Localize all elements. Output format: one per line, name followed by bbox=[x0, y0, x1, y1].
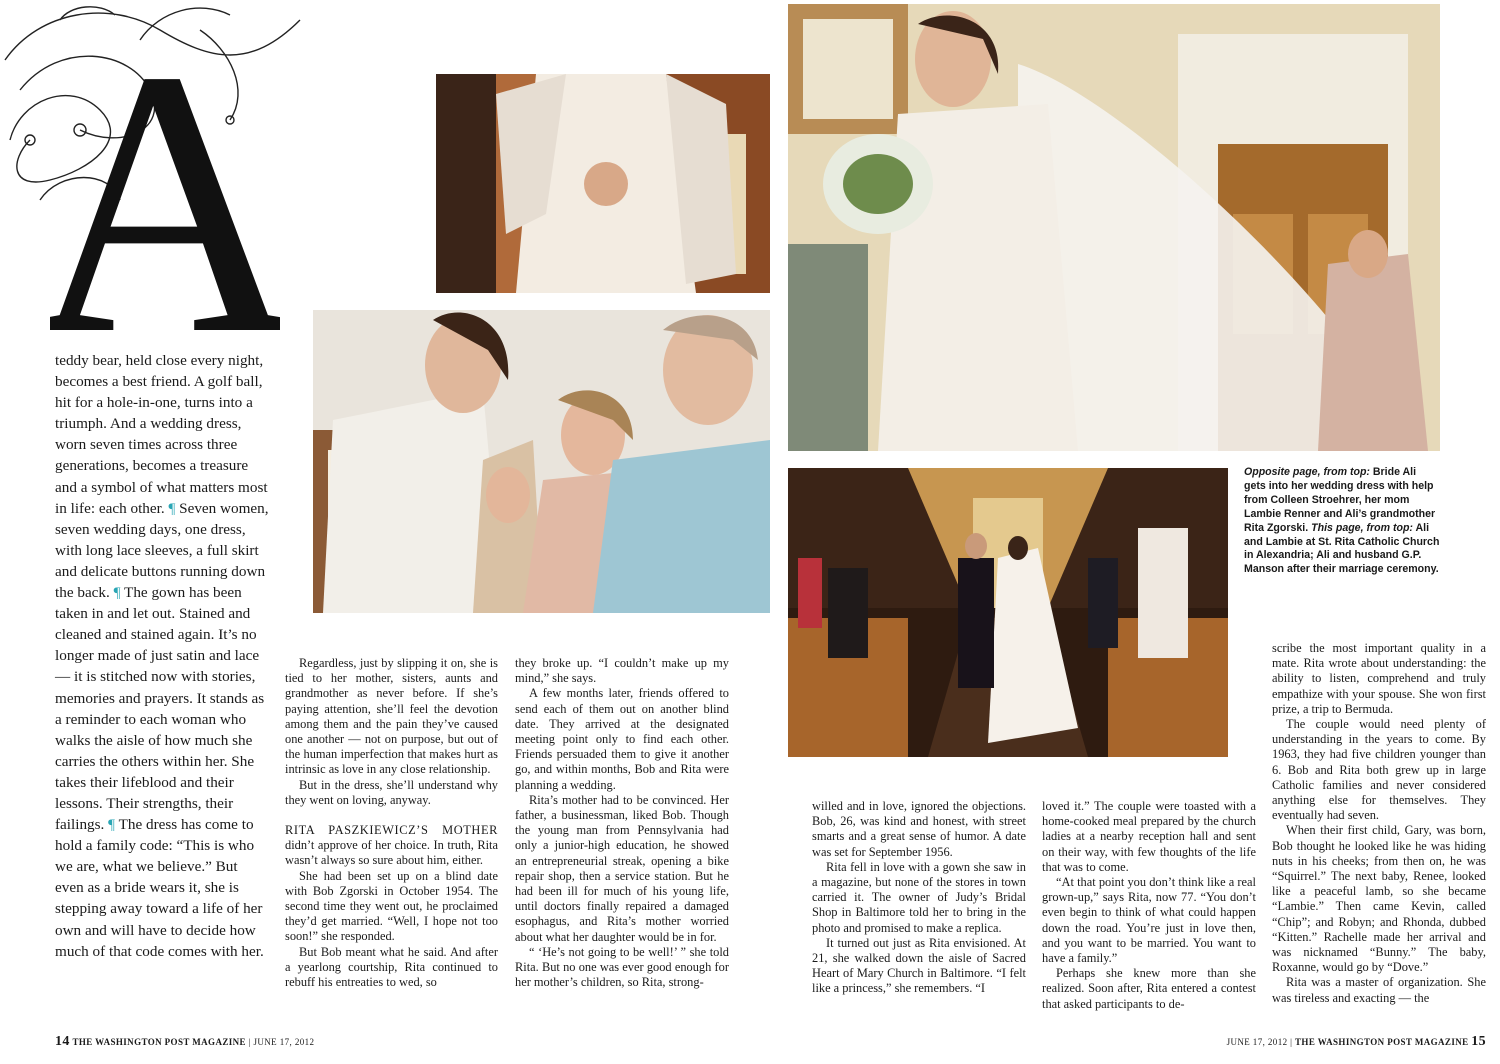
col5-p2: The couple would need plenty of understanding in the years to come. By 1963, they had five children younger than 6. Bob and Rita both grew up in large Catholic families and never considered anything else for themselves. They eventually had seven. bbox=[1272, 717, 1486, 823]
pilcrow-2: ¶ bbox=[113, 584, 121, 602]
drop-cap bbox=[50, 40, 280, 340]
body-column-2 bbox=[515, 656, 729, 990]
body-column-4 bbox=[1042, 799, 1256, 1012]
photo-caption bbox=[1244, 466, 1440, 577]
intro-p3: The gown has been taken in and let out. Stained and cleaned and stained again. It’s no longer made of just satin and lace — it is stitched now with stories, memories and prayers. It stands as a reminder to each woman who walks the aisle of how much she carries the others within her. She takes their lifeblood and their lessons. Their strengths, their failings. bbox=[55, 584, 265, 834]
col1-p5: But Bob meant what he said. And after a yearlong courtship, Rita continued to rebuff his entreaties to wed, so bbox=[285, 944, 498, 990]
col4-p2: “At that point you don’t think like a real grown-up,” says Rita, now 77. “You don’t even begin to think of what could happen down the road. You’re just in love then, and you want to be married. You want to have a family.” bbox=[1042, 875, 1256, 966]
intro-text bbox=[55, 350, 270, 962]
col1-p4: She had been set up on a blind date with Bob Zgorski in October 1954. The second time they went out, he proclaimed they’d get married. “Well, I hope not too soon!” she responded. bbox=[285, 868, 498, 944]
col1-p2: But in the dress, she’ll understand why they went on loving, anyway. bbox=[285, 777, 498, 807]
pilcrow-3: ¶ bbox=[108, 816, 116, 834]
magazine-name-right: THE WASHINGTON POST MAGAZINE bbox=[1295, 1037, 1469, 1047]
col1-p1: Regardless, just by slipping it on, she is tied to her mother, sisters, aunts and grandmother as never before. If she’s paying attention, she’ll feel the devotion among them and the pain they’ve caused one another — not on purpose, but out of the human imperfection that makes hurt as intrinsic as love in any close relationship. bbox=[285, 656, 498, 777]
col3-p2: Rita fell in love with a gown she saw in a magazine, but none of the stores in town carried it. The owner of Judy’s Bridal Shop in Baltimore told her to bring in the photo and promised to make a replica. bbox=[812, 859, 1026, 935]
folio-left: 14 THE WASHINGTON POST MAGAZINE | JUNE 17, 2012 bbox=[55, 1034, 315, 1049]
caption-label-1: Opposite page, from top: bbox=[1244, 466, 1370, 478]
col1-lead-in: RITA PASZKIEWICZ’S MOTHER bbox=[285, 823, 498, 838]
caption-text-1: Bride Ali gets into her wedding dress with help from Colleen Stroehrer, her mom Lambie Renner and Ali’s grandmother Rita Zgorski. bbox=[1244, 466, 1436, 534]
col4-p3: Perhaps she knew more than she realized. Soon after, Rita entered a contest that asked participants to de- bbox=[1042, 966, 1256, 1011]
col3-p3: It turned out just as Rita envisioned. At 21, she walked down the aisle of Sacred Heart of Mary Church in Baltimore. “I felt like a princess,” she remembers. “I bbox=[812, 935, 1026, 996]
intro-p4: The dress has come to hold a family code: “This is who we are, what we believe.” But even as a bride wears it, she is stepping away toward a life of her own and will have to decide how much of that code comes with her. bbox=[55, 816, 264, 960]
col5-p3: When their first child, Gary, was born, Bob thought he looked like he was hiding nuts in his cheeks; from then on, he was “Squirrel.” The next baby, Renee, looked like a peaceful lamb, so she became “Lambie.” Then came Kevin, called “Chip”; and Robyn; and Rhonda, dubbed “Kitten.” Rachelle made her arrival and was nicknamed “Bunny.” The baby, Roxanne, would go by “Dove.” bbox=[1272, 823, 1486, 975]
issue-date-right: JUNE 17, 2012 bbox=[1226, 1037, 1288, 1047]
photo-bride-with-family bbox=[313, 310, 770, 613]
pilcrow-1: ¶ bbox=[168, 499, 176, 517]
photo-bride-at-church bbox=[788, 4, 1440, 451]
issue-date-left: JUNE 17, 2012 bbox=[253, 1037, 315, 1047]
magazine-name-left: THE WASHINGTON POST MAGAZINE bbox=[72, 1037, 246, 1047]
intro-p2: Seven women, seven wedding days, one dress, with long lace sleeves, a full skirt and delicate buttons running down the back. bbox=[55, 499, 269, 602]
body-column-3 bbox=[812, 799, 1026, 997]
caption-text-2: Ali and Lambie at St. Rita Catholic Church in Alexandria; Ali and husband G.P. Manson after their marriage ceremony. bbox=[1244, 521, 1440, 576]
col3-p1: willed and in love, ignored the objections. Bob, 26, was kind and honest, with street smarts and a great sense of humor. A date was set for September 1956. bbox=[812, 799, 1026, 859]
caption-label-2: This page, from top: bbox=[1311, 521, 1413, 534]
col2-p1: they broke up. “I couldn’t make up my mind,” she says. bbox=[515, 656, 729, 686]
col1-p3: didn’t approve of her choice. In truth, Rita wasn’t always so sure about him, either. bbox=[285, 838, 498, 868]
page-number-left: 14 bbox=[55, 1034, 70, 1049]
col2-p2: A few months later, friends offered to send each of them out on another blind date. They arrived at the designated meeting point only to find each other. Friends persuaded them to give it another go, and within months, Bob and Rita were planning a wedding. bbox=[515, 686, 729, 792]
col5-p1: scribe the most important quality in a mate. Rita wrote about understanding: the ability to listen, comprehend and truly empathize with your spouse. She won first prize, a trip to Bermuda. bbox=[1272, 641, 1486, 716]
col2-p4: “ ‘He’s not going to be well!’ ” she told Rita. But no one was ever good enough for her mother’s children, so Rita, strong- bbox=[515, 944, 729, 990]
body-column-5 bbox=[1272, 641, 1486, 1006]
col2-p3: Rita’s mother had to be convinced. Her father, a businessman, liked Bob. Though the young man from Pennsylvania had only a junior-high education, he showed an entrepreneurial streak, opening a bike repair shop, then a service station. But he had been ill for much of his young life, until doctors finally repaired a damaged esophagus, and Rita’s mother worried about what her daughter would be in for. bbox=[515, 792, 729, 944]
folio-right: JUNE 17, 2012 | THE WASHINGTON POST MAGAZINE 15 bbox=[1226, 1034, 1486, 1049]
intro-p1: teddy bear, held close every night, becomes a best friend. A golf ball, hit for a hole-in-one, turns into a triumph. And a wedding dress, worn seven times across three generations, becomes a treasure and a symbol of what matters most in life: each other. bbox=[55, 352, 268, 517]
col5-p4: Rita was a master of organization. She was tireless and exacting — the bbox=[1272, 975, 1486, 1005]
photo-church-aisle bbox=[788, 468, 1228, 757]
col4-p1: loved it.” The couple were toasted with a home-cooked meal prepared by the church ladies at a nearby reception hall and sent on their way, with few thoughts of the life that was to come. bbox=[1042, 799, 1256, 874]
drop-cap-letter: A bbox=[50, 40, 280, 340]
photo-buttoning-dress bbox=[436, 74, 770, 293]
page-number-right: 15 bbox=[1471, 1034, 1486, 1049]
body-column-1 bbox=[285, 656, 498, 990]
